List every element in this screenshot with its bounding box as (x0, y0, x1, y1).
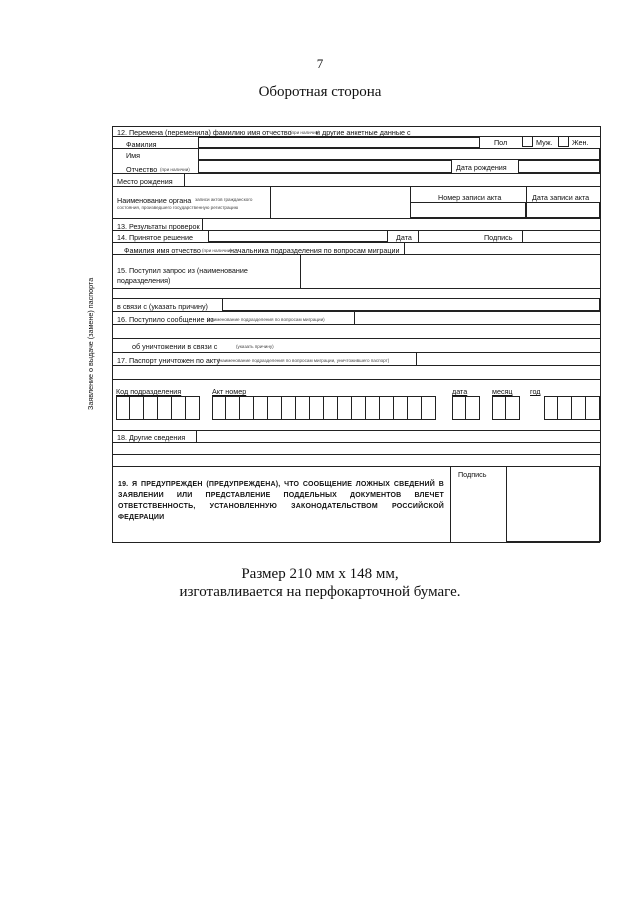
page-heading: Оборотная сторона (258, 84, 382, 100)
sex-label: Пол (494, 138, 508, 147)
birth-date-label: Дата рождения (456, 163, 507, 172)
head-name-small: (при наличии) (202, 248, 232, 253)
reason-label: в связи с (указать причину) (117, 302, 208, 311)
head-name-label: Фамилия имя отчество (124, 246, 201, 255)
reason-field[interactable] (222, 298, 600, 311)
male-checkbox[interactable] (522, 136, 533, 147)
act-number-field[interactable] (410, 202, 526, 218)
organ-small-1: записи актов гражданского (195, 197, 253, 202)
act-no-label: Акт номер (212, 387, 247, 396)
dept-code-cells[interactable] (116, 396, 200, 420)
patronymic-small: (при наличии) (160, 167, 190, 172)
surname-field[interactable] (198, 137, 480, 148)
field-12-label: 12. Перемена (переменила) фамилию имя отчество (117, 128, 292, 137)
field-17-label: 17. Паспорт уничтожен по акту (117, 356, 221, 365)
organ-label: Наименование органа (117, 196, 192, 205)
act-date-label: Дата записи акта (532, 193, 590, 202)
name-label: Имя (126, 151, 140, 160)
day-cells[interactable] (452, 396, 480, 420)
field-13-label: 13. Результаты проверок (117, 222, 200, 231)
field-17-small: (наименование подразделения по вопросам миграции, уничтожившего паспорт) (218, 358, 390, 363)
date-label: Дата (396, 233, 412, 242)
patronymic-label: Отчество (126, 165, 158, 174)
destroyed-small: (указать причину) (236, 344, 274, 349)
field-19-warning: 19. Я ПРЕДУПРЕЖДЕН (ПРЕДУПРЕЖДЕНА), ЧТО СООБЩЕНИЕ ЛОЖНЫХ СВЕДЕНИЙ В ЗАЯВЛЕНИИ ИЛИ ПРЕДСТАВЛЕНИЕ ПОДДЕЛЬНЫХ ДОКУМЕНТОВ ВЛЕЧЕТ ОТВЕТСТВЕННОСТЬ, УСТАНОВЛЕННУЮ ЗАКОНОДАТЕЛЬСТВОМ РОССИЙСКОЙ ФЕДЕРАЦИИ (118, 481, 444, 521)
field-12-small: (при наличии) (290, 130, 320, 135)
month-label: месяц (492, 387, 513, 396)
field-16-label: 16. Поступило сообщение из (117, 315, 214, 324)
signature-2-label: Подпись (458, 470, 487, 479)
passport-application-back-form (112, 126, 600, 542)
field-12-tail: и другие анкетные данные с (316, 128, 411, 137)
day-label: дата (452, 387, 468, 396)
act-number-cells[interactable] (212, 396, 436, 420)
year-label: год (530, 387, 541, 396)
field-16-small: (наименование подразделения по вопросам миграции) (207, 317, 325, 322)
month-cells[interactable] (492, 396, 520, 420)
field-15-label-2: подразделения) (117, 276, 171, 285)
year-cells[interactable] (544, 396, 600, 420)
patronymic-field[interactable] (198, 160, 452, 173)
destroyed-label: об уничтожении в связи с (132, 342, 218, 351)
field-14-label: 14. Принятое решение (117, 233, 193, 242)
decision-field[interactable] (208, 230, 388, 242)
name-field[interactable] (198, 148, 600, 160)
head-name-tail: начальника подразделения по вопросам миграции (230, 246, 400, 255)
side-label: Заявление о выдаче (замене) паспорта (86, 277, 95, 410)
surname-label: Фамилия (126, 140, 157, 149)
act-number-label: Номер записи акта (438, 193, 502, 202)
female-checkbox[interactable] (558, 136, 569, 147)
field-18-label: 18. Другие сведения (117, 433, 186, 442)
footer-size: Размер 210 мм х 148 мм, (241, 566, 399, 582)
act-date-field[interactable] (526, 202, 600, 218)
signature-field[interactable] (506, 466, 600, 542)
birth-date-field[interactable] (518, 160, 600, 173)
birth-place-label: Место рождения (117, 177, 173, 186)
male-label: Муж. (536, 138, 553, 147)
page-number: 7 (316, 56, 324, 71)
organ-small-2: состояния, произведшего государственную регистрацию (117, 205, 239, 210)
footer-paper: изготавливается на перфокарточной бумаге. (179, 584, 461, 600)
dept-code-label: Код подразделения (116, 387, 182, 396)
field-15-label-1: 15. Поступил запрос из (наименование (117, 266, 248, 275)
signature-label: Подпись (484, 233, 513, 242)
female-label: Жен. (572, 138, 589, 147)
